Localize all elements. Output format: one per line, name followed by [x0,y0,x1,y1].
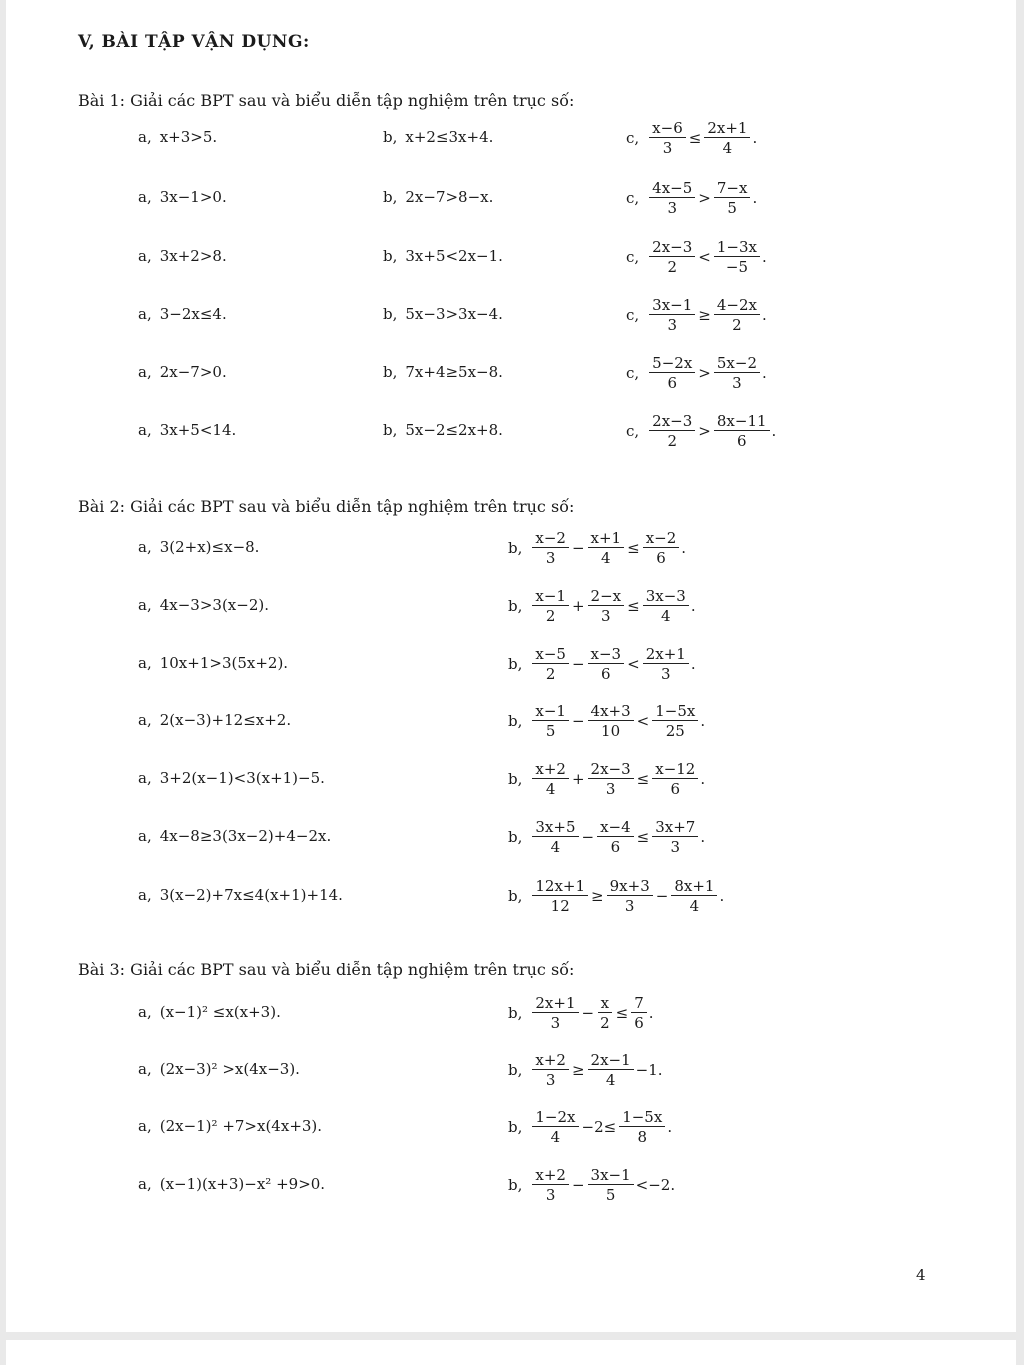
end-mark: . [762,248,767,266]
numerator: 2x−1 [588,1052,634,1070]
inequality: 2x−7>8−x. [405,188,494,206]
numerator: x+2 [532,1052,569,1070]
denominator: 6 [601,665,611,683]
end-mark: . [700,712,706,730]
item-label: a, [138,128,152,146]
denominator: 4 [550,838,561,856]
exercise-1a [138,247,227,265]
bai3-heading: Bài 3: Giải các BPT sau và biểu diễn tập nghiệm trên trục số: [78,960,575,979]
denominator: 2 [732,316,742,334]
fraction [652,761,698,797]
denominator: 2 [667,432,677,450]
inequality: 3−2x≤4. [159,305,227,323]
exercise-1a [138,188,227,206]
exercise-3a [138,1117,322,1135]
operator: − [571,1176,585,1194]
operator: ≤ [615,1004,629,1022]
fraction [588,588,625,624]
exercise-1c [626,120,757,156]
numerator: 2−x [588,588,625,606]
inequality: (2x−1)² +7>x(4x+3). [159,1117,323,1135]
operator: ≤ [688,129,702,147]
denominator: 3 [605,780,616,798]
document-page [6,0,1016,1332]
item-label: b, [508,539,523,557]
inequality: 10x+1>3(5x+2). [159,654,289,672]
exercise-1b [383,247,503,265]
operator: − [571,655,585,673]
item-label: a, [138,711,152,729]
denominator: 2 [600,1014,610,1032]
item-label: a, [138,305,152,323]
denominator: 4 [689,897,700,915]
item-label: a, [138,1003,152,1021]
denominator: −5 [725,258,748,276]
inequality: (2x−3)² >x(4x−3). [159,1060,300,1078]
denominator: 5 [727,199,737,217]
fraction [714,297,760,333]
item-label: a, [138,247,152,265]
fraction [588,1052,634,1088]
numerator: 4x−5 [649,180,695,198]
fraction [532,703,569,739]
fraction [588,703,634,739]
numerator: x−3 [588,646,625,664]
exercise-3a [138,1003,281,1021]
denominator: 6 [667,374,677,392]
exercise-1b [383,128,493,146]
next-page-edge [6,1340,1016,1365]
exercise-2a [138,769,325,787]
item-label: a, [138,1117,152,1135]
numerator: 2x−3 [649,413,695,431]
numerator: 2x−3 [588,761,634,779]
bai2-heading: Bài 2: Giải các BPT sau và biểu diễn tập nghiệm trên trục số: [78,497,575,516]
exercise-2a [138,538,259,556]
fraction [643,530,680,566]
item-label: a, [138,1175,152,1193]
item-label: b, [508,655,523,673]
numerator: 9x+3 [607,878,653,896]
fraction [532,1109,578,1145]
item-label: b, [508,1061,523,1079]
numerator: 1−5x [619,1109,665,1127]
item-label: b, [508,1176,523,1194]
numerator: 7 [631,995,647,1013]
operator: ≥ [698,306,711,324]
numerator: 8x−11 [714,413,770,431]
end-mark: . [752,129,758,147]
fraction [588,761,634,797]
fraction [652,819,698,855]
numerator: x−4 [597,819,634,837]
denominator: 3 [545,549,556,567]
numerator: x−6 [649,120,686,138]
fraction [643,646,689,682]
inequality: 3(2+x)≤x−8. [159,538,260,556]
inequality: x+2≤3x+4. [405,128,494,146]
exercise-1a [138,363,227,381]
numerator: 12x+1 [532,878,588,896]
item-label: b, [508,1004,523,1022]
item-label: c, [626,248,640,266]
exercise-1c [626,355,767,391]
inequality: 3x+5<2x−1. [405,247,503,265]
exercise-1c [626,180,757,216]
exercise-3a [138,1175,325,1193]
exercise-1a [138,305,227,323]
fraction [532,878,588,914]
operator: − [571,539,585,557]
denominator: 6 [736,432,747,450]
end-mark: . [762,306,767,324]
operator: ≤ [636,828,650,846]
item-label: a, [138,363,152,381]
denominator: 3 [662,139,673,157]
page-number: 4 [916,1266,926,1284]
exercise-2b [508,530,686,566]
exercise-1a [138,421,236,439]
fraction [597,995,613,1031]
fraction [649,413,695,449]
numerator: 3x−3 [643,588,689,606]
inequality: 4x−3>3(x−2). [159,596,269,614]
item-label: b, [383,188,398,206]
denominator: 4 [722,139,733,157]
denominator: 3 [670,838,681,856]
end-mark: −1. [635,1061,663,1079]
exercise-1c [626,239,767,275]
operator: ≤ [627,539,640,557]
fraction [597,819,634,855]
denominator: 5 [605,1186,616,1204]
end-mark: . [762,364,767,382]
item-label: b, [508,597,523,615]
fraction [532,761,569,797]
denominator: 3 [660,665,671,683]
numerator: 3x−1 [649,297,695,315]
denominator: 3 [732,374,742,392]
fraction [532,1167,569,1203]
denominator: 3 [545,1186,556,1204]
item-label: c, [626,364,640,382]
item-label: b, [383,128,398,146]
denominator: 6 [610,838,621,856]
item-label: a, [138,421,152,439]
operator: + [571,770,585,788]
item-label: b, [383,421,398,439]
numerator: 3x+5 [532,819,578,837]
denominator: 8 [637,1128,648,1146]
fraction [714,413,770,449]
numerator: x+1 [588,530,625,548]
denominator: 2 [545,665,556,683]
denominator: 3 [601,607,611,625]
fraction [714,180,751,216]
fraction [532,588,569,624]
fraction [588,646,625,682]
exercise-1b [383,363,503,381]
section-title: V, BÀI TẬP VẬN DỤNG: [78,32,310,52]
denominator: 6 [634,1014,644,1032]
operator: −2≤ [581,1118,617,1136]
inequality: 3x+2>8. [159,247,227,265]
exercise-2a [138,654,288,672]
denominator: 4 [660,607,671,625]
fraction [649,120,686,156]
numerator: x−1 [532,703,569,721]
end-mark: . [690,597,696,615]
end-mark: . [681,539,687,557]
end-mark: . [700,770,706,788]
operator: > [698,422,711,440]
numerator: 2x+1 [532,995,578,1013]
numerator: x+2 [532,761,569,779]
exercise-3b [508,1167,675,1203]
operator: − [571,712,585,730]
denominator: 10 [601,722,621,740]
exercise-1b [383,421,503,439]
exercise-2a [138,596,269,614]
fraction [671,878,717,914]
item-label: b, [383,363,398,381]
operator: ≥ [571,1061,585,1079]
fraction [643,588,689,624]
fraction [649,239,695,275]
item-label: a, [138,827,152,845]
operator: + [571,597,585,615]
exercise-2a [138,886,343,904]
operator: − [581,828,595,846]
numerator: x−1 [532,588,569,606]
inequality: x+3>5. [159,128,218,146]
item-label: b, [508,712,523,730]
end-mark: . [667,1118,673,1136]
numerator: 4x+3 [588,703,634,721]
fraction [532,819,578,855]
exercise-3a [138,1060,300,1078]
numerator: 8x+1 [671,878,717,896]
inequality: 2x−7>0. [159,363,227,381]
item-label: c, [626,306,640,324]
item-label: c, [626,422,640,440]
inequality: 4x−8≥3(3x−2)+4−2x. [159,827,332,845]
item-label: b, [383,305,398,323]
fraction [532,1052,569,1088]
operator: < [698,248,711,266]
item-label: a, [138,1060,152,1078]
item-label: b, [383,247,398,265]
item-label: a, [138,769,152,787]
numerator: 5x−2 [714,355,760,373]
fraction [649,297,695,333]
exercise-3b [508,1109,672,1145]
exercise-1b [383,188,493,206]
denominator: 4 [601,549,611,567]
inequality: (x−1)² ≤x(x+3). [159,1003,281,1021]
numerator: 5−2x [649,355,695,373]
end-mark: . [719,887,725,905]
fraction [649,180,695,216]
exercise-2b [508,703,705,739]
operator: ≤ [636,770,650,788]
numerator: x−2 [532,530,569,548]
numerator: 1−3x [714,239,760,257]
fraction [714,239,760,275]
fraction [649,355,695,391]
denominator: 3 [667,316,677,334]
end-mark: . [771,422,777,440]
exercise-1a [138,128,217,146]
numerator: 2x+1 [643,646,689,664]
inequality: 5x−2≤2x+8. [405,421,503,439]
fraction [619,1109,665,1145]
exercise-3b [508,1052,663,1088]
exercise-1b [383,305,503,323]
numerator: 3x+7 [652,819,698,837]
fraction [532,995,578,1031]
operator: − [581,1004,595,1022]
denominator: 3 [545,1071,556,1089]
inequality: 3x−1>0. [159,188,227,206]
numerator: 1−5x [652,703,698,721]
denominator: 12 [550,897,570,915]
denominator: 4 [545,780,556,798]
fraction [704,120,750,156]
fraction [588,1167,634,1203]
exercise-2a [138,827,331,845]
bai1-heading: Bài 1: Giải các BPT sau và biểu diễn tập nghiệm trên trục số: [78,91,575,110]
denominator: 5 [545,722,556,740]
denominator: 2 [545,607,556,625]
item-label: a, [138,596,152,614]
numerator: x−5 [532,646,569,664]
numerator: 2x+1 [704,120,750,138]
exercise-2b [508,878,724,914]
denominator: 3 [667,199,677,217]
inequality: 3x+5<14. [159,421,237,439]
inequality: 3+2(x−1)<3(x+1)−5. [159,769,325,787]
numerator: 1−2x [532,1109,578,1127]
item-label: a, [138,886,152,904]
denominator: 3 [550,1014,561,1032]
operator: > [698,189,711,207]
exercise-2b [508,761,705,797]
end-mark: . [690,655,696,673]
fraction [607,878,653,914]
numerator: 3x−1 [588,1167,634,1185]
numerator: x−2 [643,530,680,548]
item-label: c, [626,189,640,207]
denominator: 25 [665,722,685,740]
exercise-2b [508,588,696,624]
numerator: 4−2x [714,297,760,315]
operator: < [636,712,650,730]
operator: ≤ [627,597,640,615]
item-label: a, [138,654,152,672]
item-label: a, [138,188,152,206]
numerator: x−12 [652,761,698,779]
operator: − [655,887,669,905]
end-mark: . [700,828,706,846]
item-label: b, [508,828,523,846]
denominator: 3 [624,897,635,915]
inequality: 7x+4≥5x−8. [405,363,503,381]
numerator: x [598,995,612,1013]
exercise-1c [626,297,767,333]
operator: < [627,655,640,673]
numerator: 7−x [714,180,751,198]
denominator: 4 [550,1128,561,1146]
numerator: 2x−3 [649,239,695,257]
operator: ≥ [591,887,604,905]
numerator: x+2 [532,1167,569,1185]
end-mark: <−2. [635,1176,676,1194]
operator: > [698,364,711,382]
item-label: b, [508,1118,523,1136]
inequality: 3(x−2)+7x≤4(x+1)+14. [159,886,343,904]
fraction [631,995,647,1031]
fraction [714,355,760,391]
item-label: a, [138,538,152,556]
exercise-1c [626,413,776,449]
fraction [652,703,698,739]
end-mark: . [752,189,758,207]
item-label: c, [626,129,640,147]
fraction [532,530,569,566]
inequality: (x−1)(x+3)−x² +9>0. [159,1175,326,1193]
fraction [532,646,569,682]
exercise-2a [138,711,291,729]
denominator: 2 [667,258,677,276]
inequality: 2(x−3)+12≤x+2. [159,711,292,729]
inequality: 5x−3>3x−4. [405,305,503,323]
exercise-2b [508,819,705,855]
item-label: b, [508,887,523,905]
item-label: b, [508,770,523,788]
exercise-2b [508,646,696,682]
denominator: 4 [605,1071,616,1089]
fraction [588,530,625,566]
end-mark: . [648,1004,654,1022]
denominator: 6 [656,549,666,567]
exercise-3b [508,995,654,1031]
denominator: 6 [670,780,681,798]
